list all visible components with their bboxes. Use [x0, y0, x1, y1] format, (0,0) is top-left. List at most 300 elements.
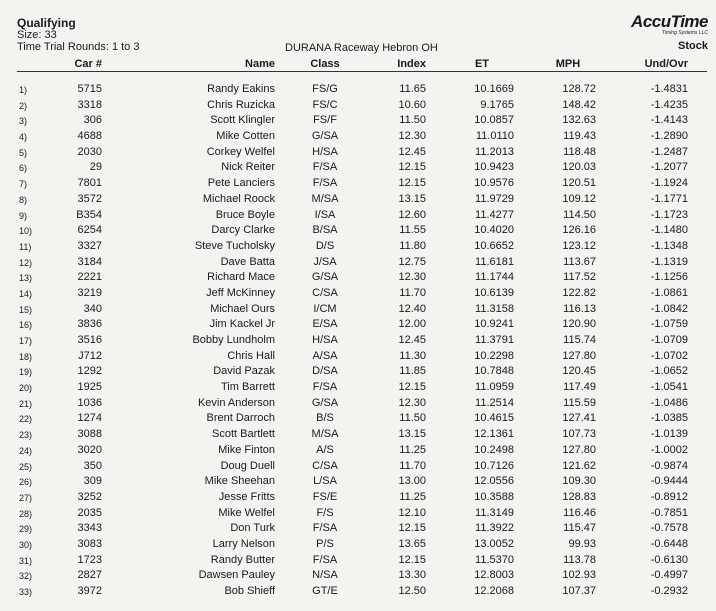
table-row [0, 569, 716, 585]
row-index: 12.00 [398, 318, 426, 331]
row-index: 11.25 [399, 490, 426, 503]
row-und-ovr: -0.2932 [650, 585, 688, 597]
row-und-ovr: -1.4143 [650, 114, 688, 127]
row-car-number: 29 [89, 161, 102, 174]
row-und-ovr: -1.1348 [650, 239, 688, 252]
row-car-number: 4688 [77, 130, 102, 143]
table-row [0, 350, 716, 366]
row-index: 12.30 [398, 396, 426, 409]
row-class: A/S [316, 443, 334, 456]
table-row [0, 271, 716, 287]
row-et: 10.3588 [474, 490, 514, 503]
row-mph: 116.13 [563, 302, 596, 315]
row-mph: 132.63 [562, 114, 596, 127]
row-position: 30) [19, 539, 33, 550]
row-driver-name: Corkey Welfel [206, 145, 275, 158]
row-index: 12.40 [398, 302, 426, 315]
row-index: 11.25 [399, 443, 426, 456]
table-row [0, 334, 716, 350]
row-und-ovr: -1.0709 [650, 334, 688, 346]
row-mph: 127.41 [562, 412, 596, 425]
row-et: 11.0959 [475, 381, 514, 394]
row-class: F/SA [312, 553, 338, 566]
row-et: 11.3922 [475, 522, 514, 535]
row-class: G/SA [311, 130, 339, 143]
row-und-ovr: -1.1723 [650, 208, 688, 221]
row-und-ovr: -0.6130 [650, 553, 688, 566]
row-car-number: B354 [76, 208, 102, 221]
row-et: 11.6181 [475, 255, 514, 268]
brand-name: AccuTime [631, 12, 708, 31]
row-car-number: 1274 [77, 412, 102, 425]
row-et: 10.1669 [474, 83, 514, 95]
row-et: 13.0052 [474, 537, 514, 550]
row-driver-name: Chris Ruzicka [207, 98, 275, 111]
row-index: 13.00 [398, 475, 426, 488]
row-position: 28) [19, 508, 33, 519]
table-row [0, 240, 716, 256]
row-driver-name: Kevin Anderson [197, 396, 275, 409]
row-mph: 115.59 [563, 396, 596, 409]
row-position: 22) [19, 414, 33, 425]
row-und-ovr: -1.0002 [650, 443, 688, 456]
row-car-number: 2827 [77, 569, 102, 582]
row-et: 11.2013 [475, 145, 514, 158]
table-row [0, 224, 716, 240]
row-class: N/SA [312, 569, 338, 582]
row-car-number: 3219 [77, 286, 102, 299]
table-row [0, 522, 716, 538]
field-size: Size: 33 [17, 29, 57, 41]
table-row [0, 381, 716, 397]
row-mph: 128.83 [562, 490, 596, 503]
row-position: 14) [19, 288, 33, 299]
row-index: 11.70 [399, 459, 426, 472]
row-car-number: 340 [83, 302, 102, 315]
row-driver-name: Pete Lanciers [207, 177, 275, 190]
row-und-ovr: -1.1924 [650, 177, 688, 190]
row-driver-name: Nick Reiter [221, 161, 275, 174]
row-et: 10.9576 [474, 177, 514, 190]
row-class: J/SA [313, 255, 337, 268]
row-driver-name: Bobby Lundholm [192, 334, 275, 346]
row-position: 3) [19, 116, 28, 127]
table-row [0, 428, 716, 444]
table-row [0, 114, 716, 130]
row-et: 11.5370 [475, 553, 514, 566]
row-car-number: J712 [78, 349, 102, 362]
row-position: 12) [19, 257, 33, 268]
row-mph: 99.93 [568, 537, 596, 550]
row-driver-name: David Pazak [213, 365, 275, 378]
row-et: 10.4020 [474, 224, 514, 237]
table-row [0, 161, 716, 177]
row-mph: 128.72 [562, 83, 596, 95]
row-mph: 118.48 [563, 145, 596, 158]
table-row [0, 99, 716, 115]
row-position: 21) [19, 398, 33, 409]
row-driver-name: Darcy Clarke [211, 224, 275, 237]
row-car-number: 1036 [77, 396, 102, 409]
row-car-number: 6254 [77, 224, 102, 237]
row-index: 10.60 [398, 98, 426, 111]
row-et: 11.1744 [475, 271, 514, 284]
row-et: 10.7848 [474, 365, 514, 378]
row-index: 13.15 [398, 428, 426, 441]
row-und-ovr: -1.2487 [650, 145, 688, 158]
row-mph: 109.12 [562, 192, 596, 205]
row-et: 12.2068 [474, 585, 514, 597]
table-row [0, 287, 716, 303]
row-et: 10.6652 [474, 239, 514, 252]
row-driver-name: Dawsen Pauley [198, 569, 275, 582]
row-mph: 127.80 [562, 349, 596, 362]
row-mph: 119.43 [563, 130, 596, 143]
table-row [0, 146, 716, 162]
row-driver-name: Jim Kackel Jr [209, 318, 275, 331]
row-index: 12.30 [398, 130, 426, 143]
row-et: 11.3791 [475, 334, 514, 346]
row-car-number: 3327 [77, 239, 102, 252]
table-row [0, 475, 716, 491]
row-class: F/SA [312, 177, 338, 190]
row-class: B/S [316, 412, 334, 425]
row-mph: 117.52 [563, 271, 596, 284]
row-car-number: 306 [83, 114, 102, 127]
row-et: 11.0110 [475, 130, 514, 143]
table-row [0, 507, 716, 523]
row-und-ovr: -1.0702 [650, 349, 688, 362]
row-position: 31) [19, 555, 33, 566]
row-class: P/S [316, 537, 334, 550]
row-driver-name: Scott Klingler [210, 114, 275, 127]
table-row [0, 444, 716, 460]
row-index: 11.70 [399, 286, 426, 299]
row-mph: 120.90 [562, 318, 596, 331]
row-et: 10.2498 [474, 443, 514, 456]
row-position: 2) [19, 100, 28, 111]
header-divider [17, 71, 707, 72]
row-car-number: 3088 [77, 428, 102, 441]
row-et: 9.1765 [480, 98, 514, 111]
row-car-number: 5715 [77, 83, 102, 95]
row-class: I/CM [313, 302, 337, 315]
row-position: 6) [19, 163, 28, 174]
row-class: F/SA [312, 522, 338, 535]
row-class: FS/F [313, 114, 337, 127]
row-position: 1) [19, 85, 28, 95]
row-index: 11.80 [399, 239, 426, 252]
row-mph: 123.12 [562, 239, 596, 252]
row-class: E/SA [312, 318, 338, 331]
col-header-und-ovr: Und/Ovr [644, 58, 688, 70]
row-driver-name: Dave Batta [220, 255, 275, 268]
row-position: 33) [19, 587, 33, 597]
row-position: 9) [19, 210, 28, 221]
row-und-ovr: -0.9874 [650, 459, 688, 472]
brand-tagline: Timing Systems LLC [661, 30, 708, 36]
row-position: 4) [19, 132, 28, 143]
row-driver-name: Randy Butter [210, 553, 275, 566]
row-position: 5) [19, 147, 28, 158]
row-class: M/SA [311, 192, 339, 205]
row-driver-name: Bob Shieff [224, 585, 275, 597]
row-mph: 126.16 [562, 224, 596, 237]
row-index: 11.30 [399, 349, 426, 362]
row-car-number: 1723 [77, 553, 102, 566]
row-index: 12.50 [398, 585, 426, 597]
row-et: 11.2514 [475, 396, 514, 409]
row-position: 20) [19, 383, 33, 394]
row-mph: 121.62 [562, 459, 596, 472]
row-et: 12.0556 [474, 475, 514, 488]
row-class: A/SA [312, 349, 338, 362]
row-class: H/SA [312, 334, 338, 346]
row-index: 12.15 [398, 177, 426, 190]
row-position: 17) [19, 336, 33, 346]
row-mph: 115.47 [563, 522, 596, 535]
row-index: 12.45 [398, 145, 426, 158]
row-index: 12.15 [398, 553, 426, 566]
row-und-ovr: -0.9444 [650, 475, 688, 488]
row-mph: 116.46 [563, 506, 596, 519]
row-position: 19) [19, 367, 33, 378]
row-et: 10.2298 [474, 349, 514, 362]
row-class: F/SA [312, 381, 338, 394]
row-car-number: 3343 [77, 522, 102, 535]
row-car-number: 2035 [77, 506, 102, 519]
row-class: F/SA [312, 161, 338, 174]
row-driver-name: Mike Finton [218, 443, 275, 456]
row-driver-name: Randy Eakins [207, 83, 275, 95]
col-header-class: Class [310, 58, 340, 70]
table-row [0, 83, 716, 99]
row-class: FS/G [312, 83, 338, 95]
row-class: C/SA [312, 286, 338, 299]
row-mph: 107.73 [562, 428, 596, 441]
row-driver-name: Tim Barrett [221, 381, 275, 394]
row-driver-name: Scott Bartlett [212, 428, 275, 441]
row-und-ovr: -1.1319 [650, 255, 688, 268]
row-driver-name: Mike Cotten [216, 130, 275, 143]
row-und-ovr: -1.0759 [650, 318, 688, 331]
row-position: 26) [19, 477, 33, 488]
table-row [0, 554, 716, 570]
row-car-number: 3083 [77, 537, 102, 550]
col-header-index: Index [397, 58, 426, 70]
row-driver-name: Michael Ours [210, 302, 275, 315]
row-class: B/SA [312, 224, 338, 237]
row-position: 10) [19, 226, 33, 237]
row-index: 11.65 [399, 83, 426, 95]
row-class: L/SA [313, 475, 337, 488]
row-et: 10.0857 [474, 114, 514, 127]
table-row [0, 491, 716, 507]
row-und-ovr: -1.2077 [650, 161, 688, 174]
row-et: 10.9423 [474, 161, 514, 174]
class-label: Stock [678, 40, 708, 52]
row-und-ovr: -1.0652 [650, 365, 688, 378]
row-class: D/SA [312, 365, 338, 378]
row-driver-name: Jeff McKinney [206, 286, 275, 299]
row-index: 11.55 [399, 224, 426, 237]
row-index: 11.50 [399, 412, 426, 425]
row-et: 12.8003 [474, 569, 514, 582]
row-und-ovr: -1.4831 [650, 83, 688, 95]
row-driver-name: Doug Duell [220, 459, 275, 472]
row-et: 10.7126 [474, 459, 514, 472]
row-position: 32) [19, 571, 33, 582]
row-class: G/SA [311, 271, 339, 284]
row-und-ovr: -0.6448 [650, 537, 688, 550]
row-und-ovr: -1.0385 [650, 412, 688, 425]
row-et: 11.9729 [475, 192, 514, 205]
row-et: 12.1361 [474, 428, 514, 441]
row-index: 12.15 [398, 381, 426, 394]
table-row [0, 397, 716, 413]
row-car-number: 7801 [77, 177, 102, 190]
row-mph: 148.42 [562, 98, 596, 111]
row-et: 10.6139 [474, 286, 514, 299]
row-mph: 113.67 [563, 255, 596, 268]
row-und-ovr: -1.0842 [650, 302, 688, 315]
row-und-ovr: -1.2890 [650, 130, 688, 143]
row-und-ovr: -1.1256 [650, 271, 688, 284]
row-mph: 127.80 [562, 443, 596, 456]
row-class: FS/C [312, 98, 338, 111]
row-car-number: 3184 [77, 255, 102, 268]
row-index: 11.85 [399, 365, 426, 378]
row-mph: 114.50 [563, 208, 596, 221]
row-mph: 120.51 [562, 177, 596, 190]
row-mph: 102.93 [562, 569, 596, 582]
row-index: 11.50 [399, 114, 426, 127]
row-index: 12.15 [398, 522, 426, 535]
table-row [0, 585, 716, 601]
row-driver-name: Jesse Fritts [218, 490, 275, 503]
row-und-ovr: -1.0861 [650, 286, 688, 299]
row-und-ovr: -0.7578 [650, 522, 688, 535]
row-und-ovr: -1.0486 [650, 396, 688, 409]
row-position: 11) [19, 241, 32, 252]
row-driver-name: Bruce Boyle [215, 208, 275, 221]
row-class: G/SA [311, 396, 339, 409]
rounds-info: Time Trial Rounds: 1 to 3 [17, 41, 140, 53]
row-position: 15) [19, 304, 33, 315]
row-class: H/SA [312, 145, 338, 158]
row-car-number: 3516 [77, 334, 102, 346]
report-title: Qualifying [17, 16, 76, 30]
row-driver-name: Chris Hall [227, 349, 275, 362]
row-driver-name: Mike Welfel [218, 506, 275, 519]
row-driver-name: Michael Roock [202, 192, 275, 205]
row-mph: 120.03 [562, 161, 596, 174]
row-index: 12.15 [398, 161, 426, 174]
row-car-number: 2030 [77, 145, 102, 158]
row-class: FS/E [312, 490, 338, 503]
row-car-number: 3572 [77, 192, 102, 205]
row-und-ovr: -0.7851 [650, 506, 688, 519]
row-index: 13.15 [398, 192, 426, 205]
table-row [0, 130, 716, 146]
row-und-ovr: -1.0139 [650, 428, 688, 441]
row-class: GT/E [312, 585, 338, 597]
row-class: C/SA [312, 459, 338, 472]
row-car-number: 350 [83, 459, 102, 472]
table-row [0, 538, 716, 554]
row-position: 7) [19, 179, 28, 190]
row-class: F/S [316, 506, 334, 519]
row-index: 13.65 [398, 537, 426, 550]
row-car-number: 3836 [77, 318, 102, 331]
row-mph: 122.82 [562, 286, 596, 299]
row-class: M/SA [311, 428, 339, 441]
row-driver-name: Steve Tucholsky [194, 239, 275, 252]
row-mph: 109.30 [562, 475, 596, 488]
row-und-ovr: -0.4997 [650, 569, 688, 582]
row-mph: 117.49 [563, 381, 596, 394]
row-et: 10.4615 [474, 412, 514, 425]
row-car-number: 3020 [77, 443, 102, 456]
row-driver-name: Larry Nelson [212, 537, 275, 550]
venue-label: DURANA Raceway Hebron OH [285, 42, 438, 54]
row-driver-name: Richard Mace [207, 271, 275, 284]
row-driver-name: Brent Darroch [206, 412, 275, 425]
row-index: 13.30 [398, 569, 426, 582]
row-und-ovr: -1.1771 [650, 192, 688, 205]
row-position: 24) [19, 445, 33, 456]
row-position: 16) [19, 320, 33, 331]
row-index: 12.60 [398, 208, 426, 221]
table-row [0, 365, 716, 381]
row-position: 29) [19, 524, 33, 535]
row-mph: 115.74 [563, 334, 596, 346]
row-car-number: 1292 [77, 365, 102, 378]
row-und-ovr: -1.4235 [650, 98, 688, 111]
col-header-name: Name [245, 58, 275, 70]
row-index: 12.75 [398, 255, 426, 268]
report-header [17, 17, 139, 53]
row-car-number: 3972 [77, 585, 102, 597]
row-mph: 120.45 [562, 365, 596, 378]
table-row [0, 193, 716, 209]
row-et: 11.4277 [475, 208, 514, 221]
row-driver-name: Mike Sheehan [204, 475, 275, 488]
row-class: I/SA [314, 208, 336, 221]
row-position: 8) [19, 194, 28, 205]
row-car-number: 1925 [77, 381, 102, 394]
row-car-number: 3318 [77, 98, 102, 111]
table-row [0, 177, 716, 193]
row-mph: 107.37 [562, 585, 596, 597]
row-driver-name: Don Turk [230, 522, 275, 535]
row-position: 25) [19, 461, 33, 472]
row-index: 12.30 [398, 271, 426, 284]
table-row [0, 412, 716, 428]
row-position: 13) [19, 273, 33, 284]
row-position: 27) [19, 492, 33, 503]
row-index: 12.45 [398, 334, 426, 346]
row-car-number: 309 [83, 475, 102, 488]
table-row [0, 209, 716, 225]
row-et: 11.3158 [475, 302, 514, 315]
table-row [0, 256, 716, 272]
row-index: 12.10 [398, 506, 426, 519]
table-row [0, 460, 716, 476]
row-position: 18) [19, 351, 33, 362]
row-et: 10.9241 [474, 318, 514, 331]
row-et: 11.3149 [475, 506, 514, 519]
